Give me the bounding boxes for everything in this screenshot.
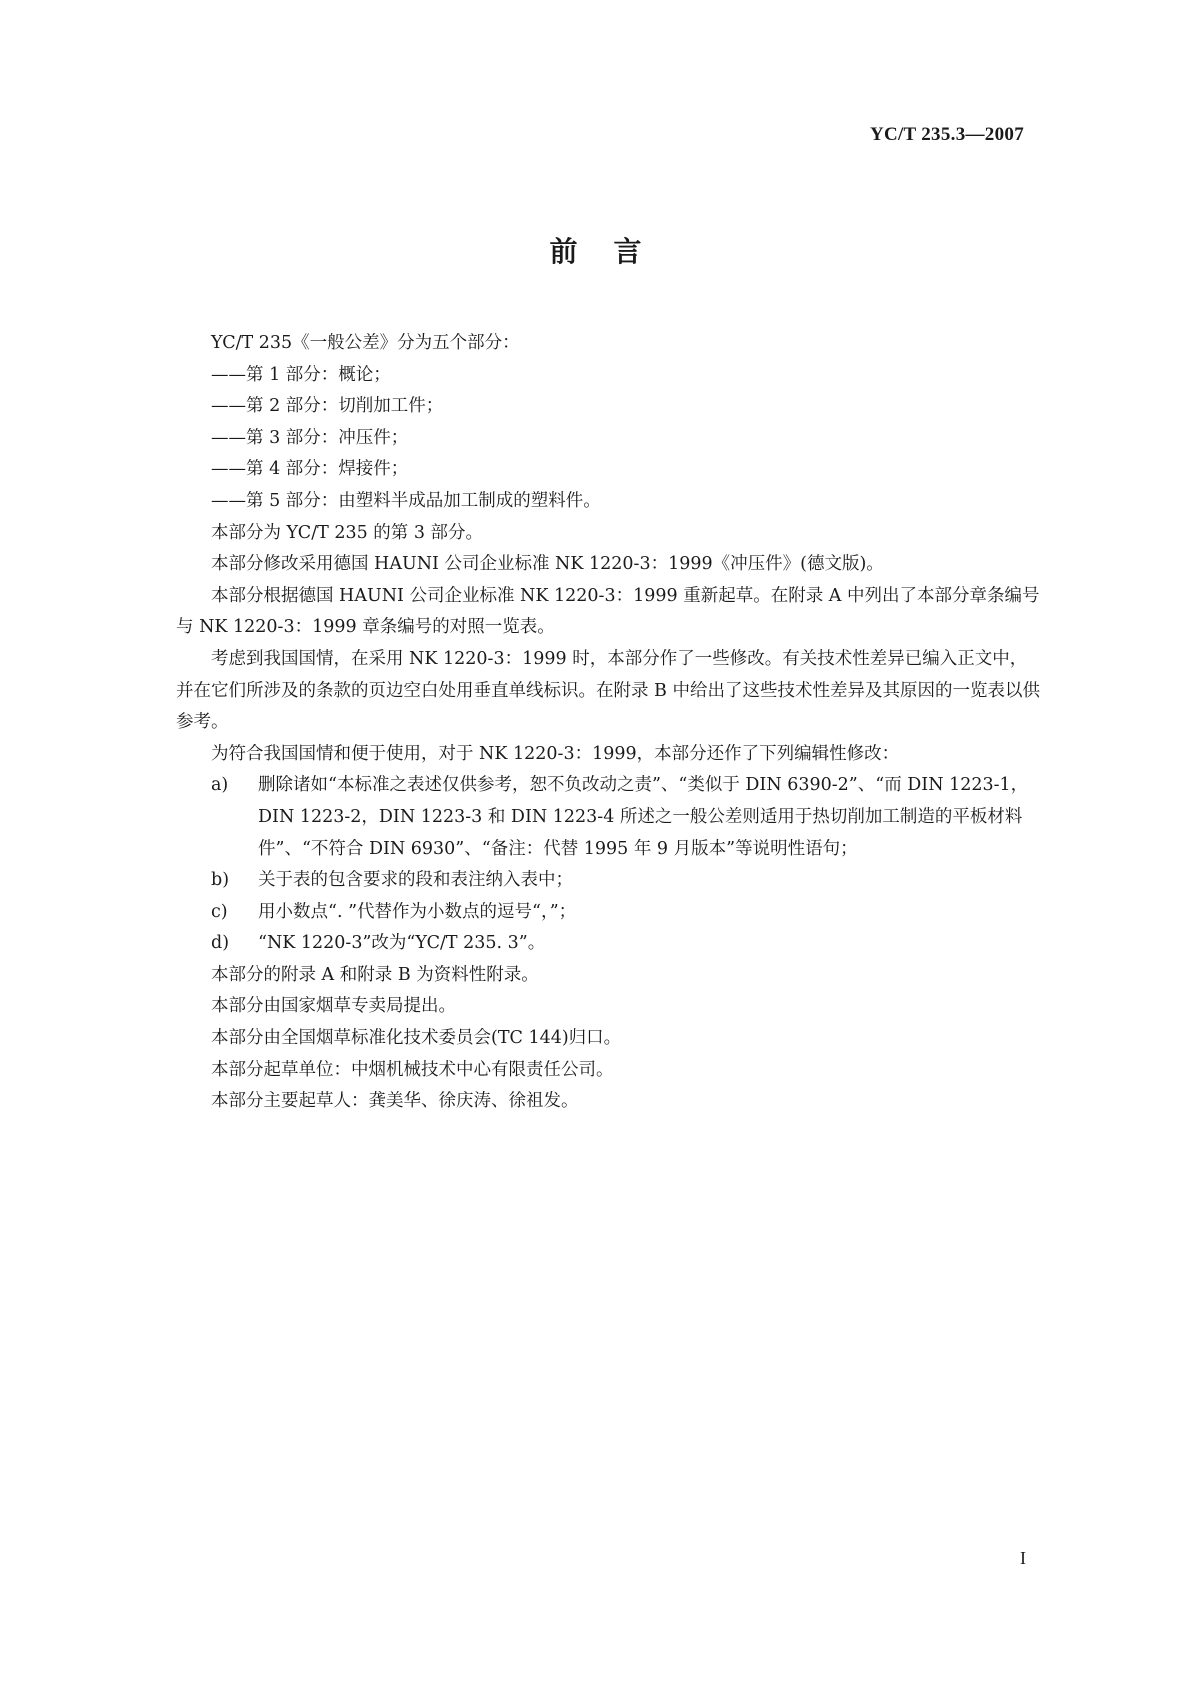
intro-paragraph: YC/T 235《一般公差》分为五个部分： — [211, 333, 520, 353]
part-list-item: ——第 5 部分：由塑料半成品加工制成的塑料件。 — [211, 490, 601, 511]
paragraph: 为符合我国国情和便于使用，对于 NK 1220-3：1999，本部分还作了下列编辑性修改： — [211, 743, 900, 764]
paragraph: 本部分根据德国 HAUNI 公司企业标准 NK 1220-3：1999 重新起草。在附录 A 中列出了本部分章条编号与 NK 1220-3：1999 章条编号的对照一览表。 — [176, 585, 1040, 638]
paragraph: 本部分的附录 A 和附录 B 为资料性附录。 — [211, 964, 539, 985]
part-list-item: ——第 4 部分：焊接件； — [211, 459, 409, 480]
paragraph: 本部分主要起草人：龚美华、徐庆涛、徐祖发。 — [211, 1091, 579, 1112]
edit-list-text: “NK 1220-3”改为“YC/T 235. 3”。 — [258, 933, 546, 954]
paragraph: 本部分由国家烟草专卖局提出。 — [211, 996, 456, 1017]
edit-list-item — [176, 897, 1041, 929]
edit-list-label: a) — [211, 775, 229, 796]
edit-list-label: b) — [211, 870, 230, 891]
paragraph: 本部分修改采用德国 HAUNI 公司企业标准 NK 1220-3：1999《冲压件》(德文版)。 — [211, 554, 884, 575]
edit-list-text: 关于表的包含要求的段和表注纳入表中； — [258, 870, 573, 891]
edit-list-text: 用小数点“. ”代替作为小数点的逗号“，”； — [258, 901, 577, 922]
part-list-item: ——第 3 部分：冲压件； — [211, 427, 409, 448]
paragraph: 本部分由全国烟草标准化技术委员会(TC 144)归口。 — [211, 1028, 622, 1049]
standard-code: YC/T 235.3—2007 — [869, 124, 1024, 145]
edit-list-label: d) — [211, 933, 230, 954]
edit-list-label: c) — [211, 901, 228, 922]
paragraph: 本部分起草单位：中烟机械技术中心有限责任公司。 — [211, 1059, 614, 1080]
edit-list-text: 删除诸如“本标准之表述仅供参考，恕不负改动之责”、“类似于 DIN 6390-2”、“而 DIN 1223-1，DIN 1223-2，DIN 1223-3 和 DIN 1223-4 所述之一般公差则适用于热切削加工制造的平板材料件”、“不符合 DIN 6930”、“备注：代替 1995 年 9 月版本”等说明性语句； — [258, 775, 1029, 859]
edit-list-item — [176, 865, 1041, 897]
edit-list-item — [176, 770, 1041, 865]
paragraph: 考虑到我国国情，在采用 NK 1220-3：1999 时，本部分作了一些修改。有关技术性差异已编入正文中，并在它们所涉及的条款的页边空白处用垂直单线标识。在附录 B 中给出了这些技术性差异及其原因的一览表以供参考。 — [176, 648, 1040, 733]
foreword-body — [176, 328, 1041, 1118]
part-list-item: ——第 1 部分：概论； — [211, 364, 391, 385]
part-list-item: ——第 2 部分：切削加工件； — [211, 396, 444, 417]
edit-list-item — [176, 928, 1041, 960]
page-title: 前言 — [549, 235, 678, 268]
paragraph: 本部分为 YC/T 235 的第 3 部分。 — [211, 522, 484, 543]
page-number: I — [1020, 1548, 1026, 1568]
